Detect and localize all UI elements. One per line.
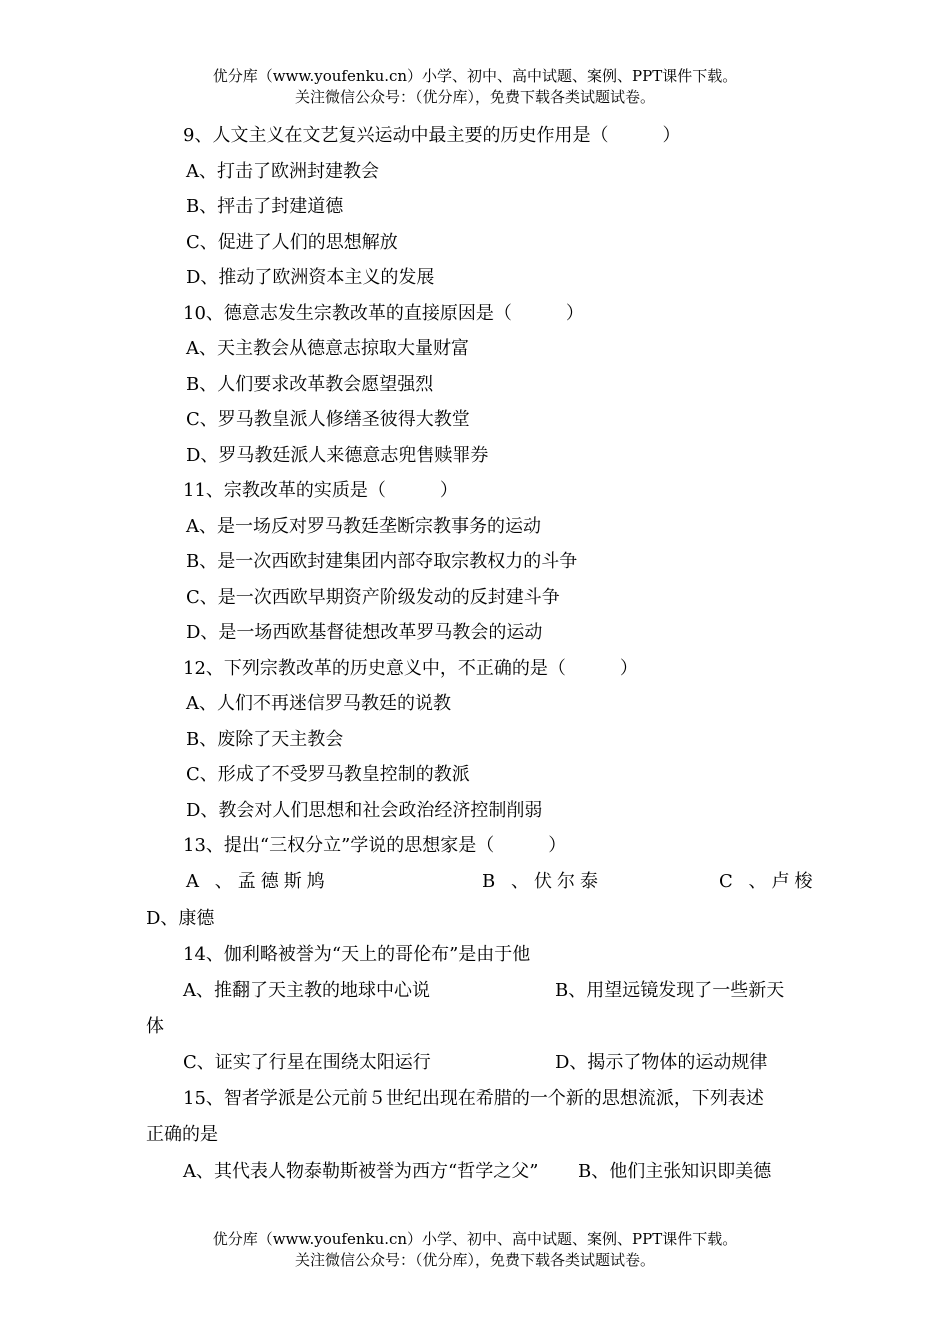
question-stem: 9、人文主义在文艺复兴运动中最主要的历史作用是（ ）: [183, 125, 681, 146]
option-b: B、是一次西欧封建集团内部夺取宗教权力的斗争: [186, 551, 578, 572]
option-d: D、教会对人们思想和社会政治经济控制削弱: [186, 800, 543, 821]
option-d: D、康德: [146, 908, 215, 929]
question-stem: 10、德意志发生宗教改革的直接原因是（ ）: [183, 303, 584, 324]
question-stem: 15、智者学派是公元前５世纪出现在希腊的一个新的思想流派，下列表述: [183, 1088, 764, 1109]
option-a: A、人们不再迷信罗马教廷的说教: [186, 693, 451, 714]
option-b: B、他们主张知识即美德: [578, 1161, 772, 1182]
option-a: A、推翻了天主教的地球中心说: [183, 980, 430, 1001]
option-d: D、罗马教廷派人来德意志兜售赎罪券: [186, 445, 489, 466]
option-d: D、是一场西欧基督徒想改革罗马教会的运动: [186, 622, 543, 643]
option-c: C、是一次西欧早期资产阶级发动的反封建斗争: [186, 587, 560, 608]
question-stem: 11、宗教改革的实质是（ ）: [183, 480, 458, 501]
option-c: C、罗马教皇派人修缮圣彼得大教堂: [186, 409, 470, 430]
option-b: B、人们要求改革教会愿望强烈: [186, 374, 434, 395]
page-footer: [0, 1229, 950, 1271]
option-a: A 、孟德斯鸠: [186, 871, 330, 892]
option-c: C、促进了人们的思想解放: [186, 232, 398, 253]
question-stem: 14、伽利略被誉为“天上的哥伦布”是由于他: [183, 944, 531, 965]
option-d: D、推动了欧洲资本主义的发展: [186, 267, 435, 288]
option-d: D、揭示了物体的运动规律: [555, 1052, 768, 1073]
question-stem-continued: 正确的是: [146, 1124, 218, 1145]
option-a: A、是一场反对罗马教廷垄断宗教事务的运动: [186, 516, 541, 537]
footer-line-2: 关注微信公众号：（优分库），免费下载各类试题试卷。: [294, 1251, 655, 1269]
option-b: B、用望远镜发现了一些新天: [555, 980, 785, 1001]
option-a: A、打击了欧洲封建教会: [186, 161, 379, 182]
option-a: A、天主教会从德意志掠取大量财富: [186, 338, 469, 359]
footer-line-1: 优分库（www.youfenku.cn）小学、初中、高中试题、案例、PPT课件下载。: [212, 1230, 738, 1248]
question-stem: 12、下列宗教改革的历史意义中，不正确的是（ ）: [183, 658, 638, 679]
option-a: A、其代表人物泰勒斯被誉为西方“哲学之父”: [183, 1161, 539, 1182]
option-c: C 、卢梭: [719, 871, 818, 892]
header-line-2: 关注微信公众号：（优分库），免费下载各类试题试卷。: [294, 88, 655, 106]
option-b: B、废除了天主教会: [186, 729, 344, 750]
option-b-continued: 体: [146, 1016, 164, 1037]
option-c: C、证实了行星在围绕太阳运行: [183, 1052, 431, 1073]
page-header: [0, 66, 950, 108]
option-b: B 、伏尔泰: [482, 871, 603, 892]
question-stem: 13、提出“三权分立”学说的思想家是（ ）: [183, 835, 567, 856]
option-b: B、抨击了封建道德: [186, 196, 344, 217]
option-c: C、形成了不受罗马教皇控制的教派: [186, 764, 470, 785]
header-line-1: 优分库（www.youfenku.cn）小学、初中、高中试题、案例、PPT课件下载。: [212, 67, 738, 85]
